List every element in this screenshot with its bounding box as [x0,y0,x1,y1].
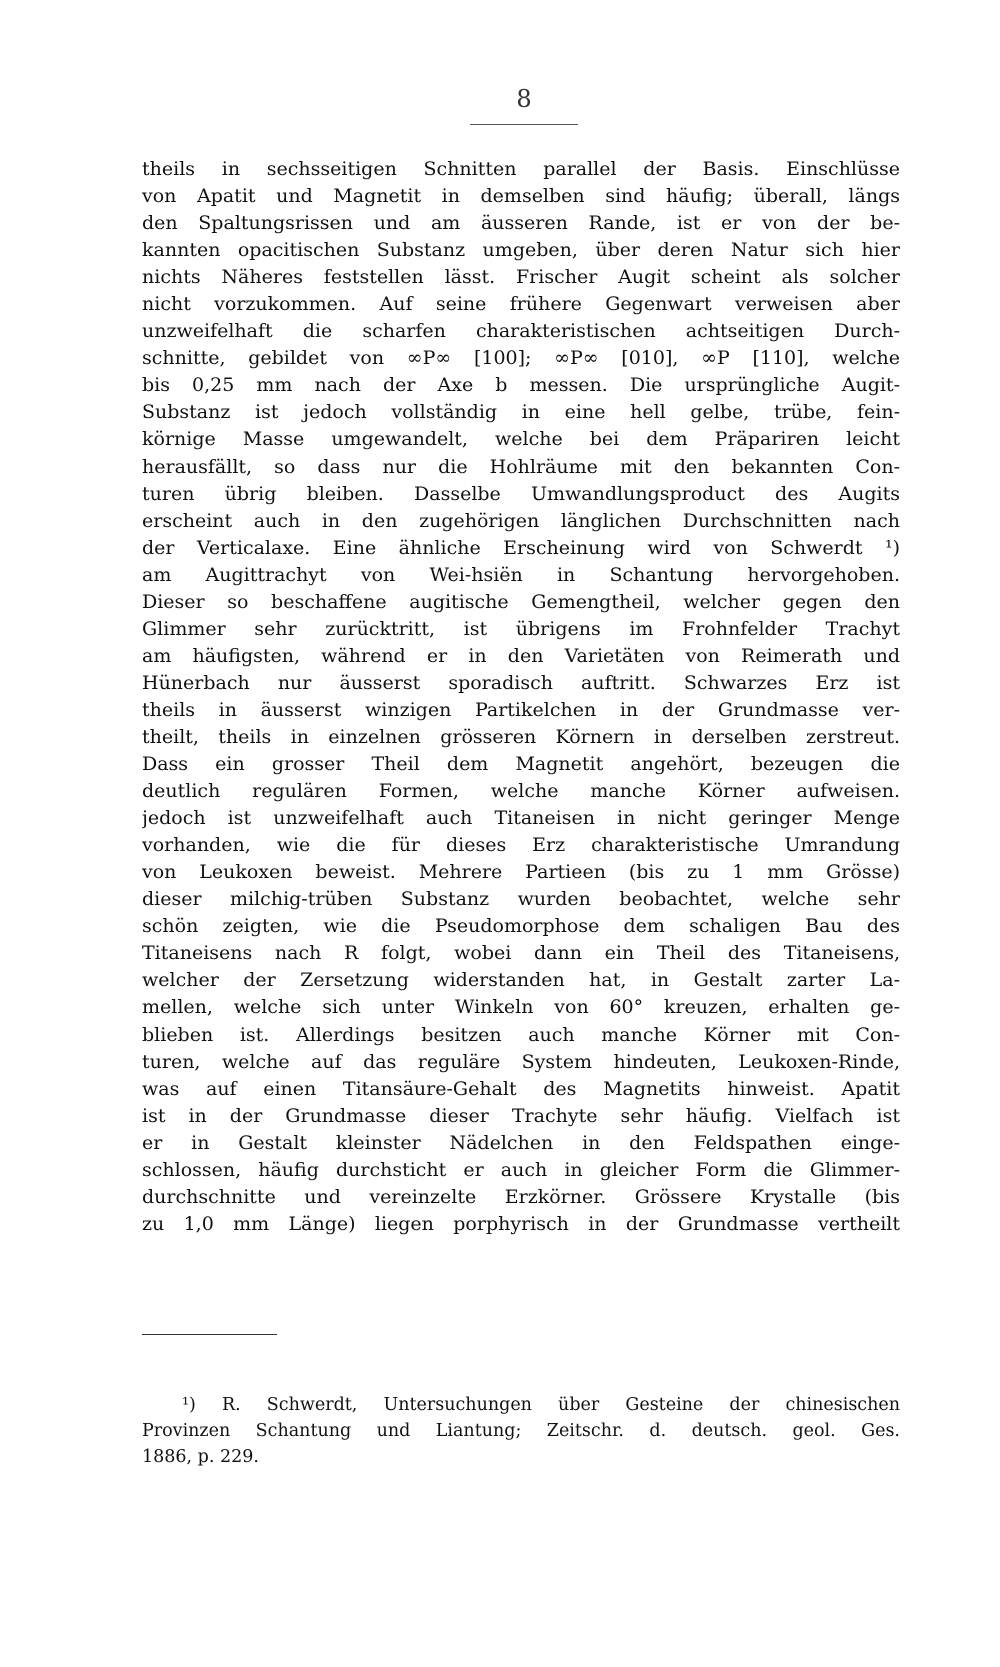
text-line: der Verticalaxe. Eine ähnliche Erscheinung wird von Schwerdt ¹) [142,536,900,559]
text-line: deutlich regulären Formen, welche manche Körner aufweisen. [142,780,900,803]
text-line: turen, welche auf das reguläre System hindeuten, Leukoxen-Rinde, [142,1050,900,1073]
text-line: von Apatit und Magnetit in demselben sind häufig; überall, längs [142,185,900,208]
text-line: nicht vorzukommen. Auf seine frühere Gegenwart verweisen aber [142,293,900,316]
text-line: am häufigsten, während er in den Varietäten von Reimerath und [142,644,900,667]
text-line: er in Gestalt kleinster Nädelchen in den Feldspathen einge- [142,1131,900,1154]
text-line: blieben ist. Allerdings besitzen auch manche Körner mit Con- [142,1023,900,1046]
text-line: schlossen, häufig durchsticht er auch in gleicher Form die Glimmer- [142,1158,900,1181]
text-line: von Leukoxen beweist. Mehrere Partieen (bis zu 1 mm Grösse) [142,861,900,884]
text-line: was auf einen Titansäure-Gehalt des Magnetits hinweist. Apatit [142,1077,900,1100]
text-line: Titaneisens nach R folgt, wobei dann ein Theil des Titaneisens, [142,942,900,965]
text-line: theils in äusserst winzigen Partikelchen in der Grundmasse ver- [142,698,900,721]
text-line: herausfällt, so dass nur die Hohlräume mit den bekannten Con- [142,455,900,478]
footnote-separator [142,1334,277,1335]
text-line: Glimmer sehr zurücktritt, ist übrigens im Frohnfelder Trachyt [142,617,900,640]
text-line: bis 0,25 mm nach der Axe b messen. Die ursprüngliche Augit- [142,374,900,397]
text-line: jedoch ist unzweifelhaft auch Titaneisen in nicht geringer Menge [142,807,900,830]
text-line: kannten opacitischen Substanz umgeben, über deren Natur sich hier [142,239,900,262]
body-text [142,156,900,1238]
text-line: am Augittrachyt von Wei-hsiën in Schantung hervorgehoben. [142,563,900,586]
text-line: ist in der Grundmasse dieser Trachyte sehr häufig. Vielfach ist [142,1104,900,1127]
text-line: unzweifelhaft die scharfen charakteristischen achtseitigen Durch- [142,320,900,343]
text-line: dieser milchig-trüben Substanz wurden beobachtet, welche sehr [142,888,900,911]
footnote-line: ¹) R. Schwerdt, Untersuchungen über Gesteine der chinesischen [182,1395,900,1415]
text-line: zu 1,0 mm Länge) liegen porphyrisch in der Grundmasse vertheilt [142,1212,900,1235]
footnote-line: 1886, p. 229. [142,1447,259,1467]
text-line: Hünerbach nur äusserst sporadisch auftritt. Schwarzes Erz ist [142,671,900,694]
page-number-rule [470,124,578,125]
text-line: erscheint auch in den zugehörigen länglichen Durchschnitten nach [142,509,900,532]
page-number: 8 [516,85,532,113]
text-line: Substanz ist jedoch vollständig in eine hell gelbe, trübe, fein- [142,401,900,424]
text-line: mellen, welche sich unter Winkeln von 60° kreuzen, erhalten ge- [142,996,900,1019]
footnote-line: Provinzen Schantung und Liantung; Zeitschr. d. deutsch. geol. Ges. [142,1421,900,1441]
footnote [142,1392,900,1470]
text-line: theils in sechsseitigen Schnitten parallel der Basis. Einschlüsse [142,158,900,180]
text-line: den Spaltungsrissen und am äusseren Rande, ist er von der be- [142,212,900,235]
text-line: schön zeigten, wie die Pseudomorphose dem schaligen Bau des [142,915,900,938]
text-line: turen übrig bleiben. Dasselbe Umwandlungsproduct des Augits [142,482,900,505]
text-line: Dieser so beschaffene augitische Gemengtheil, welcher gegen den [142,590,900,613]
text-line: welcher der Zersetzung widerstanden hat, in Gestalt zarter La- [142,969,900,992]
text-line: körnige Masse umgewandelt, welche bei dem Präpariren leicht [142,428,900,451]
text-line: nichts Näheres feststellen lässt. Frischer Augit scheint als solcher [142,266,900,289]
text-line: theilt, theils in einzelnen grösseren Körnern in derselben zerstreut. [142,725,900,748]
text-line: durchschnitte und vereinzelte Erzkörner. Grössere Krystalle (bis [142,1185,900,1208]
text-line: vorhanden, wie die für dieses Erz charakteristische Umrandung [142,834,900,857]
text-line: Dass ein grosser Theil dem Magnetit angehört, bezeugen die [142,753,900,776]
text-line: schnitte, gebildet von ∞P∞ [100]; ∞P∞ [010], ∞P [110], welche [142,347,900,370]
